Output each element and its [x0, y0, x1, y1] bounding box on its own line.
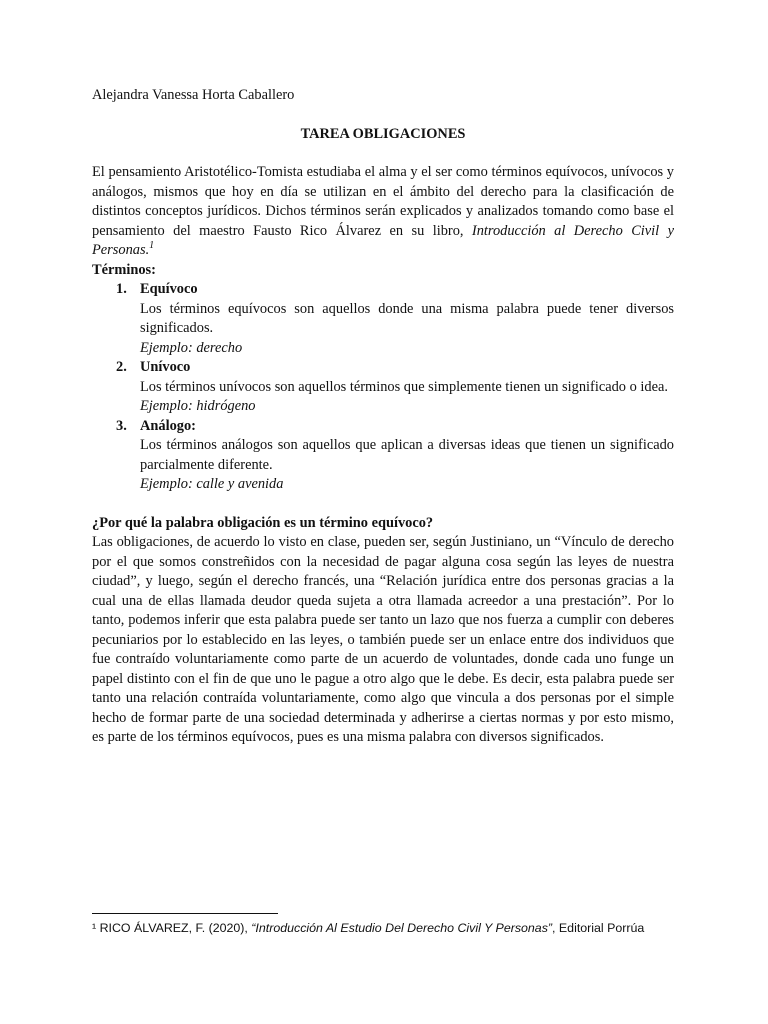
terms-list [92, 280, 674, 495]
term-definition: Los términos análogos son aquellos que aplican a diversas ideas que tienen un significado parcialmente diferente. [140, 437, 674, 473]
footnote-book-title: “Introducción Al Estudio Del Derecho Civil Y Personas” [251, 921, 553, 935]
intro-paragraph [92, 163, 674, 261]
term-name: Unívoco [140, 359, 191, 375]
footnote [92, 920, 692, 936]
footnote-author: RICO ÁLVAREZ, F. (2020), [96, 921, 252, 935]
footnote-publisher: , Editorial Porrúa [552, 921, 645, 935]
term-example: Ejemplo: derecho [140, 339, 243, 356]
intro-book-title: Introducción al Derecho Civil y Personas. [92, 222, 674, 258]
list-item [92, 417, 674, 495]
list-item [92, 280, 674, 358]
term-example: Ejemplo: calle y avenida [140, 476, 284, 492]
list-item-number: 2. [116, 359, 127, 375]
term-definition: Los términos equívocos son aquellos donde una misma palabra puede tener diversos significados. [140, 300, 674, 336]
author-name: Alejandra Vanessa Horta Caballero [92, 87, 295, 103]
answer-paragraph: Las obligaciones, de acuerdo lo visto en clase, pueden ser, según Justiniano, un “Vínculo de derecho por el que somos constreñidos con la necesidad de pagar alguna cosa según las leyes de nuestra ciudad”, y luego, según el derecho francés, una “Relación jurídica entre dos personas gracias a la cual una de ellas llamada deudor queda sujeta a otra llamada acreedor a una prestación”. Por lo tanto, podemos inferir que esta palabra puede ser tanto un lazo que nos fuerza a cumplir con deberes pecuniarios por lo establecido en las leyes, o también puede ser un enlace entre dos individuos que fue contraído voluntariamente como parte de un acuerdo de voluntades, donde cada uno funge un papel distinto con el fin de que uno le pague a otro algo que le debe. Es decir, esta palabra puede ser tanto una relación contraída voluntariamente, como algo que vincula a dos personas por el simple hecho de formar parte de una sociedad determinada y adherirse a ciertas normas y por esto mismo, es parte de los términos equívocos, pues es una misma palabra con diversos significados. [92, 534, 674, 745]
footnote-mark: ¹ [92, 921, 97, 935]
question-heading: ¿Por qué la palabra obligación es un término equívoco? [92, 514, 434, 531]
term-example: Ejemplo: hidrógeno [140, 398, 256, 414]
term-definition: Los términos unívocos son aquellos términos que simplemente tienen un significado o idea. [140, 378, 668, 395]
footnote-reference[interactable]: 1 [149, 240, 155, 252]
footnote-divider [92, 913, 278, 914]
term-name: Análogo: [140, 417, 196, 434]
list-item [92, 358, 674, 417]
list-item-number: 3. [116, 417, 127, 434]
document-title: TAREA OBLIGACIONES [300, 125, 466, 142]
intro-text: El pensamiento Aristotélico-Tomista estudiaba el alma y el ser como términos equívocos, unívocos y análogos, mismos que hoy en día se utilizan en el ámbito del derecho para la clasificación de distintos conceptos jurídicos. Dichos términos serán explicados y analizados tomando como base el pensamiento del maestro Fausto Rico Álvarez en su libro, [92, 164, 674, 239]
term-name: Equívoco [140, 281, 198, 297]
list-item-number: 1. [116, 281, 127, 297]
terms-heading: Términos: [92, 261, 156, 278]
document-body [92, 86, 674, 748]
